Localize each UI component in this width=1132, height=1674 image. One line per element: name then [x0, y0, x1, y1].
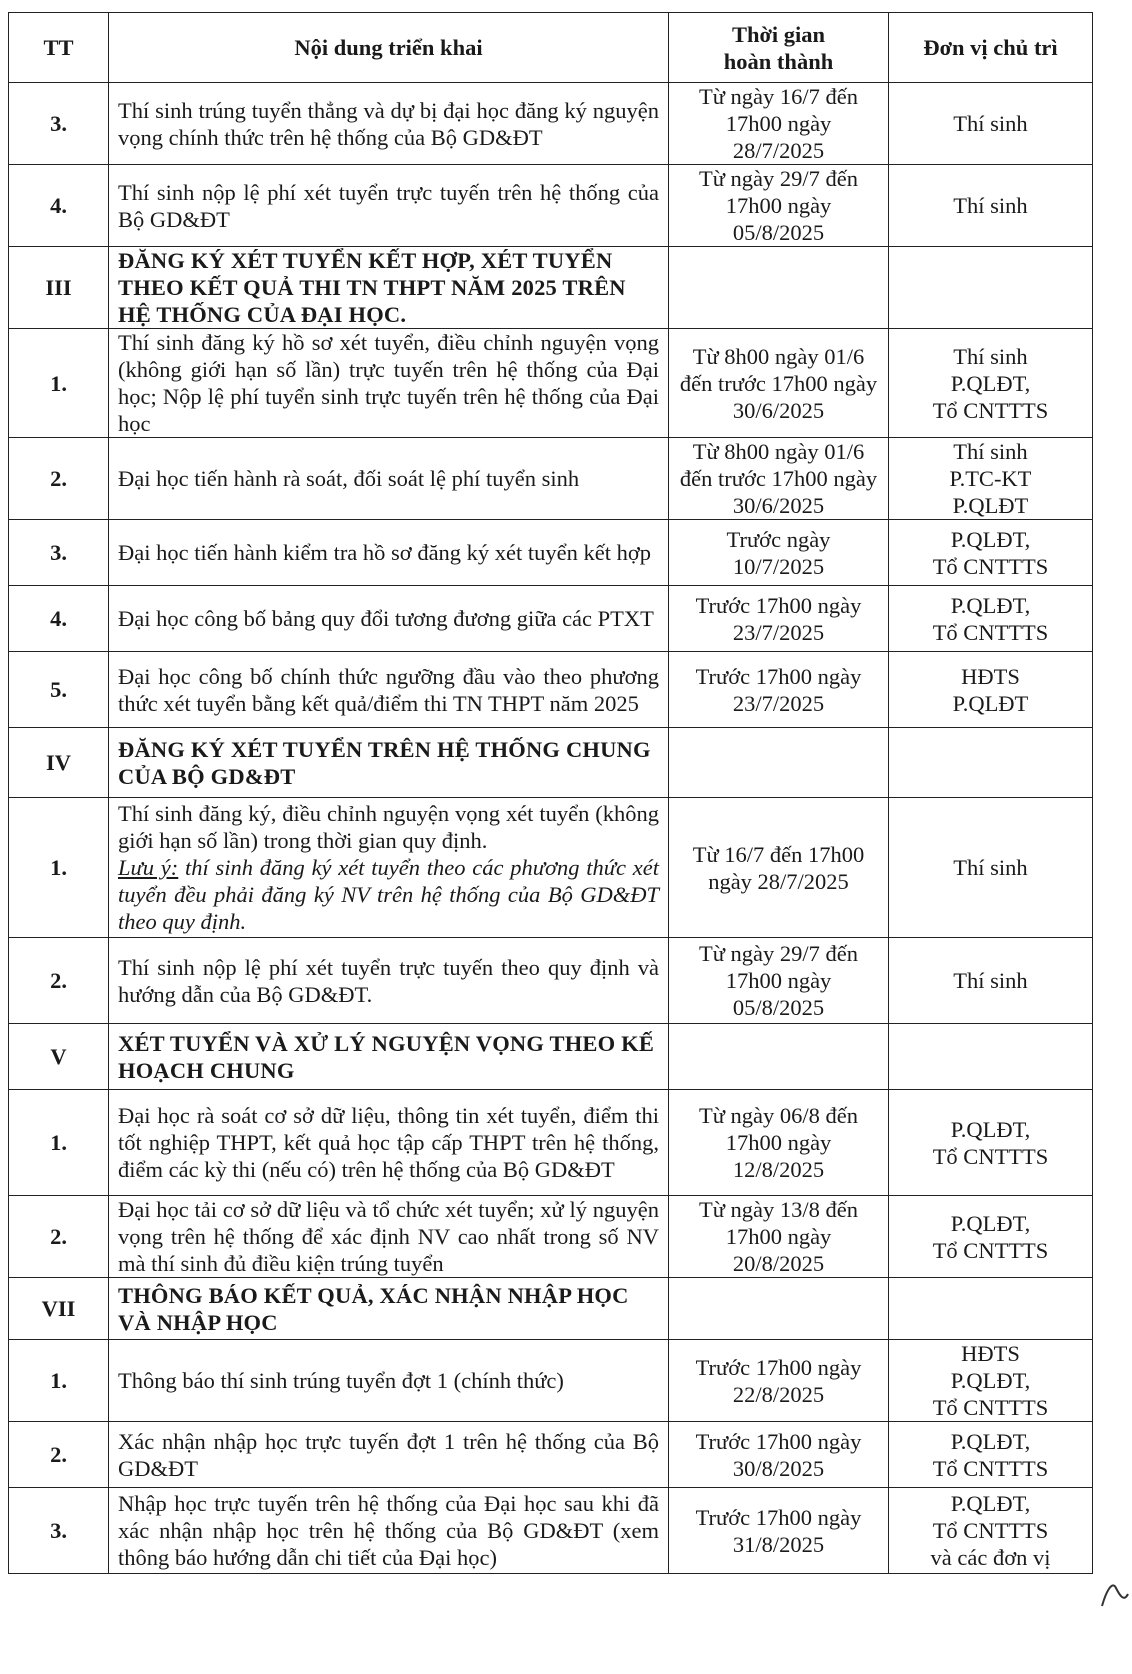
time-line: 05/8/2025	[732, 995, 825, 1020]
row-number: 5.	[9, 652, 109, 728]
row-number: 1.	[9, 798, 109, 938]
time-line: 17h00 ngày	[725, 193, 832, 218]
unit-line: P.QLĐT	[952, 690, 1029, 716]
row-number: 2.	[9, 1196, 109, 1278]
time-line: Từ ngày 29/7 đến	[698, 941, 859, 966]
unit-line: Tổ CNTTTS	[932, 619, 1049, 645]
unit-line: Thí sinh	[953, 193, 1028, 218]
task-content: Thí sinh nộp lệ phí xét tuyển trực tuyến theo quy định và hướng dẫn của Bộ GD&ĐT.	[109, 938, 669, 1024]
time-line: 23/7/2025	[732, 619, 825, 645]
time-line: 17h00 ngày	[725, 111, 832, 136]
header-time	[669, 13, 889, 83]
task-content: Đại học công bố bảng quy đổi tương đương giữa các PTXT	[109, 586, 669, 652]
responsible-unit	[889, 586, 1093, 652]
responsible-unit	[889, 1196, 1093, 1278]
table-row	[9, 1196, 1093, 1278]
completion-time	[669, 1196, 889, 1278]
section-title: XÉT TUYỂN VÀ XỬ LÝ NGUYỆN VỌNG THEO KẾ HOẠCH CHUNG	[109, 1024, 669, 1090]
time-line: 17h00 ngày	[725, 1224, 832, 1249]
note-label: Lưu ý:	[118, 855, 179, 880]
unit-line: và các đơn vị	[930, 1545, 1051, 1570]
task-content: Thí sinh nộp lệ phí xét tuyển trực tuyến trên hệ thống của Bộ GD&ĐT	[109, 165, 669, 247]
unit-line: P.QLĐT,	[950, 370, 1031, 396]
section-row	[9, 247, 1093, 329]
header-time-line: Thời gian	[731, 21, 826, 47]
empty-unit-cell	[889, 1278, 1093, 1340]
table-row	[9, 652, 1093, 728]
task-content: Thí sinh trúng tuyển thẳng và dự bị đại học đăng ký nguyện vọng chính thức trên hệ thống của Bộ GD&ĐT	[109, 83, 669, 165]
time-line: Trước 17h00 ngày	[695, 592, 862, 618]
task-content: Đại học tiến hành kiểm tra hồ sơ đăng ký xét tuyển kết hợp	[109, 520, 669, 586]
completion-time	[669, 1422, 889, 1488]
time-line: 22/8/2025	[732, 1381, 825, 1407]
row-number: 2.	[9, 938, 109, 1024]
task-content: Đại học tiến hành rà soát, đối soát lệ phí tuyển sinh	[109, 438, 669, 520]
row-number: 2.	[9, 1422, 109, 1488]
completion-time	[669, 83, 889, 165]
time-line: Từ ngày 29/7 đến	[698, 166, 859, 191]
unit-line: P.QLĐT	[952, 493, 1029, 518]
responsible-unit	[889, 329, 1093, 438]
row-number: 3.	[9, 83, 109, 165]
unit-line: P.QLĐT,	[950, 1428, 1031, 1454]
task-content: Xác nhận nhập học trực tuyến đợt 1 trên hệ thống của Bộ GD&ĐT	[109, 1422, 669, 1488]
unit-line: Thí sinh	[953, 855, 1028, 880]
unit-line: Tổ CNTTTS	[932, 1237, 1049, 1263]
row-number: 1.	[9, 1090, 109, 1196]
time-line: Trước 17h00 ngày	[695, 1354, 862, 1380]
table-row	[9, 165, 1093, 247]
empty-unit-cell	[889, 728, 1093, 798]
row-number: V	[9, 1024, 109, 1090]
unit-line: Thí sinh	[953, 111, 1028, 136]
responsible-unit	[889, 438, 1093, 520]
table-row	[9, 1340, 1093, 1422]
task-content: Thông báo thí sinh trúng tuyển đợt 1 (chính thức)	[109, 1340, 669, 1422]
time-line: 05/8/2025	[732, 220, 825, 245]
completion-time	[669, 938, 889, 1024]
time-line: Trước 17h00 ngày	[695, 1504, 862, 1530]
completion-time	[669, 520, 889, 586]
unit-line: HĐTS	[961, 663, 1020, 689]
unit-line: P.QLĐT,	[950, 592, 1031, 618]
table-row	[9, 438, 1093, 520]
task-content: Đại học rà soát cơ sở dữ liệu, thông tin xét tuyển, điểm thi tốt nghiệp THPT, kết quả học tập cấp THPT trên hệ thống, điểm các kỳ thi (nếu có) trên hệ thống của Bộ GD&ĐT	[109, 1090, 669, 1196]
header-content: Nội dung triển khai	[109, 13, 669, 83]
task-content: Đại học công bố chính thức ngưỡng đầu vào theo phương thức xét tuyển bằng kết quả/điểm thi TN THPT năm 2025	[109, 652, 669, 728]
table-row	[9, 520, 1093, 586]
responsible-unit	[889, 938, 1093, 1024]
time-line: Từ 8h00 ngày 01/6	[692, 439, 865, 464]
note-text: thí sinh đăng ký xét tuyển theo các phương thức xét tuyển đều phải đăng ký NV trên hệ thống của Bộ GD&ĐT theo quy định.	[118, 855, 660, 934]
completion-time	[669, 1340, 889, 1422]
header-unit: Đơn vị chủ trì	[889, 13, 1093, 83]
row-number: 1.	[9, 1340, 109, 1422]
table-row	[9, 798, 1093, 938]
unit-line: Tổ CNTTTS	[932, 397, 1049, 423]
time-line: 17h00 ngày	[725, 968, 832, 993]
responsible-unit	[889, 83, 1093, 165]
unit-line: Thí sinh	[953, 439, 1028, 464]
time-line: Trước ngày	[726, 526, 831, 552]
table-row	[9, 938, 1093, 1024]
completion-time	[669, 329, 889, 438]
completion-time	[669, 165, 889, 247]
table-row	[9, 1422, 1093, 1488]
empty-time-cell	[669, 1278, 889, 1340]
completion-time	[669, 652, 889, 728]
unit-line: P.TC-KT	[949, 466, 1032, 491]
time-line: 20/8/2025	[732, 1251, 825, 1276]
unit-line: P.QLĐT,	[950, 526, 1031, 552]
time-line: Từ 8h00 ngày 01/6	[692, 343, 865, 369]
signature-mark	[1098, 1572, 1132, 1612]
responsible-unit	[889, 165, 1093, 247]
time-line: đến trước 17h00 ngày	[679, 370, 878, 396]
unit-line: Tổ CNTTTS	[932, 1143, 1049, 1169]
unit-line: P.QLĐT,	[950, 1116, 1031, 1142]
section-row	[9, 1024, 1093, 1090]
unit-line: Tổ CNTTTS	[932, 1395, 1049, 1420]
unit-line: P.QLĐT,	[950, 1210, 1031, 1236]
task-content: Thí sinh đăng ký hồ sơ xét tuyển, điều chỉnh nguyện vọng (không giới hạn số lần) trực tuyến trên hệ thống của Đại học; Nộp lệ phí tuyển sinh trực tuyến trên hệ thống của Đại học	[109, 329, 669, 438]
time-line: 28/7/2025	[732, 138, 825, 163]
row-number: 3.	[9, 1488, 109, 1574]
unit-line: Tổ CNTTTS	[932, 553, 1049, 579]
unit-line: Tổ CNTTTS	[932, 1518, 1049, 1543]
completion-time	[669, 1488, 889, 1574]
responsible-unit	[889, 1340, 1093, 1422]
responsible-unit	[889, 1422, 1093, 1488]
unit-line: P.QLĐT,	[950, 1368, 1031, 1393]
table-row	[9, 329, 1093, 438]
unit-line: Thí sinh	[953, 343, 1028, 369]
section-title: ĐĂNG KÝ XÉT TUYỂN TRÊN HỆ THỐNG CHUNG CỦA BỘ GD&ĐT	[109, 728, 669, 798]
completion-time	[669, 586, 889, 652]
empty-unit-cell	[889, 247, 1093, 329]
responsible-unit	[889, 520, 1093, 586]
responsible-unit	[889, 652, 1093, 728]
responsible-unit	[889, 798, 1093, 938]
section-row	[9, 728, 1093, 798]
schedule-document	[8, 12, 1092, 1574]
empty-time-cell	[669, 247, 889, 329]
row-number: 2.	[9, 438, 109, 520]
table-row	[9, 1488, 1093, 1574]
time-line: đến trước 17h00 ngày	[679, 466, 878, 491]
section-title: THÔNG BÁO KẾT QUẢ, XÁC NHẬN NHẬP HỌC VÀ NHẬP HỌC	[109, 1278, 669, 1340]
task-content: Nhập học trực tuyến trên hệ thống của Đại học sau khi đã xác nhận nhập học trên hệ thống của Bộ GD&ĐT (xem thông báo hướng dẫn chi tiết của Đại học)	[109, 1488, 669, 1574]
time-line: 30/8/2025	[732, 1455, 825, 1481]
row-number: IV	[9, 728, 109, 798]
row-number: III	[9, 247, 109, 329]
schedule-table	[8, 12, 1093, 1574]
time-line: Từ ngày 06/8 đến	[698, 1103, 859, 1128]
completion-time	[669, 438, 889, 520]
time-line: ngày 28/7/2025	[708, 868, 849, 894]
header-row	[9, 13, 1093, 83]
empty-time-cell	[669, 728, 889, 798]
time-line: 17h00 ngày	[725, 1130, 832, 1155]
completion-time	[669, 798, 889, 938]
completion-time	[669, 1090, 889, 1196]
time-line: 12/8/2025	[732, 1157, 825, 1182]
time-line: 23/7/2025	[732, 690, 825, 716]
time-line: Từ ngày 13/8 đến	[698, 1197, 859, 1222]
section-title: ĐĂNG KÝ XÉT TUYỂN KẾT HỢP, XÉT TUYỂN THEO KẾT QUẢ THI TN THPT NĂM 2025 TRÊN HỆ THỐNG CỦA ĐẠI HỌC.	[109, 247, 669, 329]
unit-line: HĐTS	[961, 1341, 1020, 1366]
time-line: Từ ngày 16/7 đến	[698, 84, 859, 109]
section-row	[9, 1278, 1093, 1340]
time-line: 30/6/2025	[732, 397, 825, 423]
row-number: 4.	[9, 586, 109, 652]
row-number: 1.	[9, 329, 109, 438]
schedule-body	[9, 83, 1093, 1574]
unit-line: Thí sinh	[953, 968, 1028, 993]
header-tt: TT	[9, 13, 109, 83]
empty-time-cell	[669, 1024, 889, 1090]
table-row	[9, 83, 1093, 165]
unit-line: Tổ CNTTTS	[932, 1455, 1049, 1481]
time-line: 10/7/2025	[732, 553, 825, 579]
header-time-line: hoàn thành	[723, 48, 834, 74]
responsible-unit	[889, 1488, 1093, 1574]
table-row	[9, 1090, 1093, 1196]
responsible-unit	[889, 1090, 1093, 1196]
row-number: 3.	[9, 520, 109, 586]
task-content: Đại học tải cơ sở dữ liệu và tổ chức xét tuyển; xử lý nguyện vọng trên hệ thống để xác định NV cao nhất trong số NV mà thí sinh đủ điều kiện trúng tuyển	[109, 1196, 669, 1278]
time-line: 31/8/2025	[732, 1531, 825, 1557]
time-line: 30/6/2025	[732, 493, 825, 518]
unit-line: P.QLĐT,	[950, 1491, 1031, 1516]
table-row	[9, 586, 1093, 652]
empty-unit-cell	[889, 1024, 1093, 1090]
row-number: VII	[9, 1278, 109, 1340]
time-line: Trước 17h00 ngày	[695, 1428, 862, 1454]
task-content	[109, 798, 669, 938]
time-line: Trước 17h00 ngày	[695, 663, 862, 689]
task-text: Thí sinh đăng ký, điều chỉnh nguyện vọng xét tuyển (không giới hạn số lần) trong thời gian quy định.	[118, 801, 659, 853]
time-line: Từ 16/7 đến 17h00	[692, 841, 865, 867]
row-number: 4.	[9, 165, 109, 247]
